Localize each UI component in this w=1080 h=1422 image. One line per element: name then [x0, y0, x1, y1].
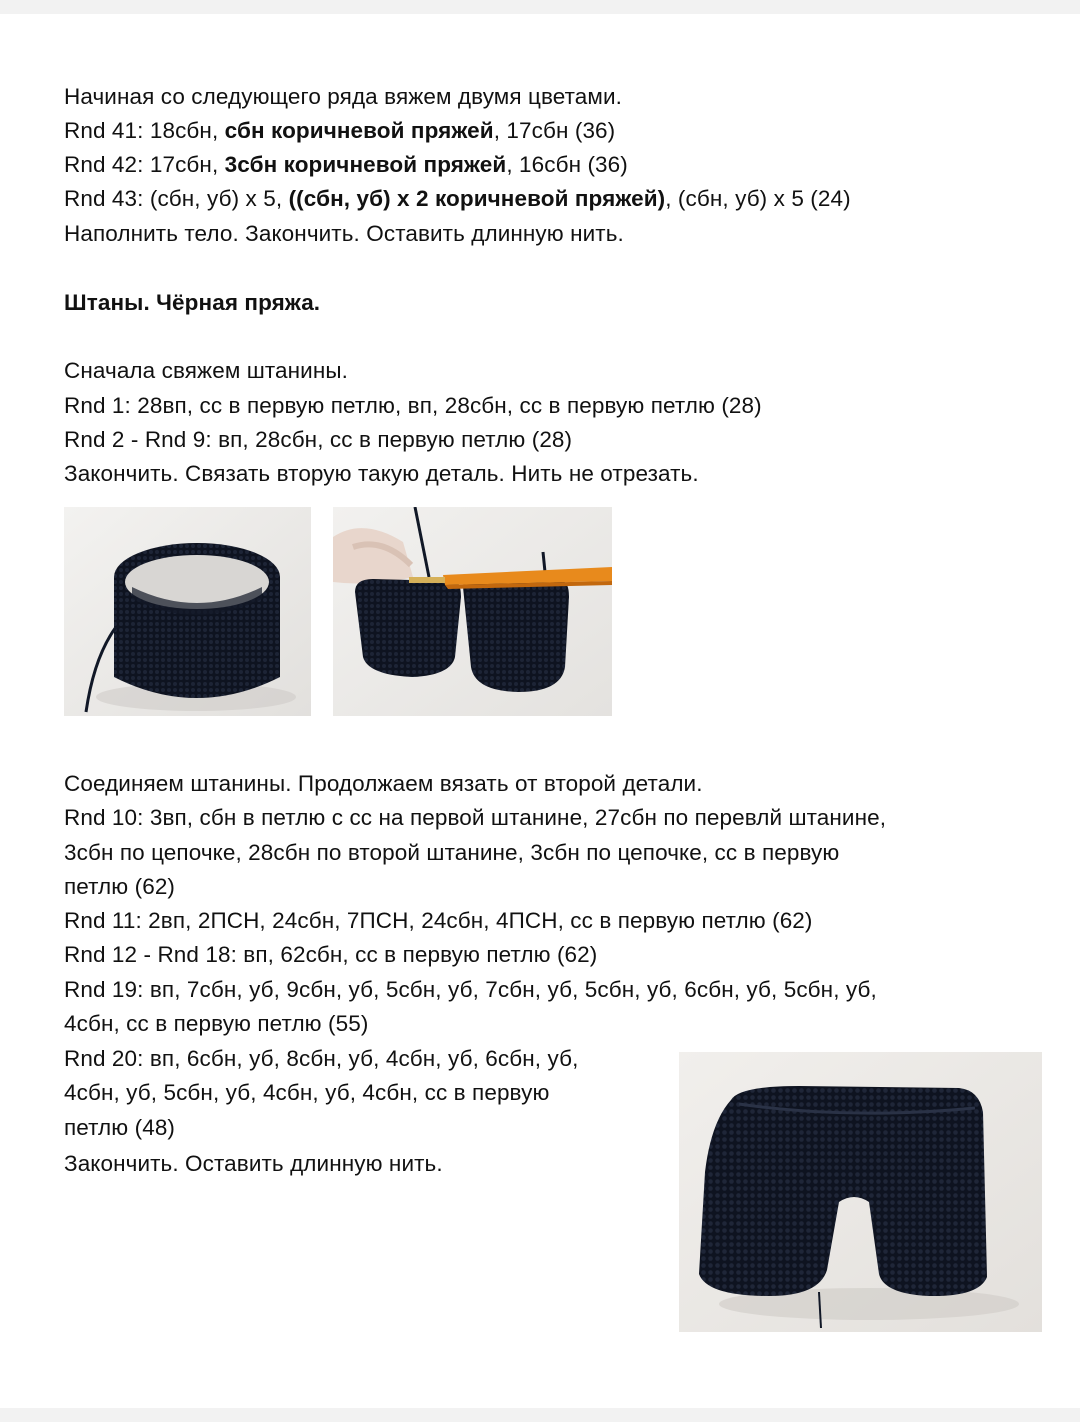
rnd11-line: Rnd 11: 2вп, 2ПСН, 24сбн, 7ПСН, 24сбн, 4ПСН, сс в первую петлю (62) [64, 908, 813, 933]
join-intro-line: Соединяем штанины. Продолжаем вязать от второй детали. [64, 771, 703, 796]
legs-intro-line: Сначала свяжем штанины. [64, 358, 349, 383]
rnd1-line: Rnd 1: 28вп, сс в первую петлю, вп, 28сбн, сс в первую петлю (28) [64, 393, 762, 418]
rnd20-line-1: Rnd 20: вп, 6сбн, уб, 8сбн, уб, 4сбн, уб, 6сбн, уб, [64, 1046, 579, 1071]
rnd10-line-1: Rnd 10: 3вп, сбн в петлю с сс на первой штанине, 27сбн по перевлй штанине, [64, 805, 887, 830]
rnd41-line: Rnd 41: 18сбн, сбн коричневой пряжей, 17сбн (36) [64, 118, 616, 143]
rnd20-line-3: петлю (48) [64, 1115, 176, 1140]
photo-leg-tube [64, 507, 311, 716]
rnd12-18-line: Rnd 12 - Rnd 18: вп, 62сбн, сс в первую петлю (62) [64, 942, 598, 967]
rnd19-line-2: 4сбн, сс в первую петлю (55) [64, 1011, 369, 1036]
pants-heading: Штаны. Чёрная пряжа. [64, 290, 321, 315]
photo-two-legs-hook [333, 507, 612, 716]
rnd2-9-line: Rnd 2 - Rnd 9: вп, 28сбн, сс в первую петлю (28) [64, 427, 573, 452]
body-finish-line: Наполнить тело. Закончить. Оставить длинную нить. [64, 221, 624, 246]
intro-line: Начиная со следующего ряда вяжем двумя цветами. [64, 84, 623, 109]
legs-finish-line: Закончить. Связать вторую такую деталь. Нить не отрезать. [64, 461, 699, 486]
rnd20-line-2: 4сбн, уб, 5сбн, уб, 4сбн, уб, 4сбн, сс в первую [64, 1080, 550, 1105]
rnd43-line: Rnd 43: (сбн, уб) x 5, ((сбн, уб) x 2 коричневой пряжей), (сбн, уб) x 5 (24) [64, 186, 851, 211]
rnd10-line-2: 3сбн по цепочке, 28сбн по второй штанине, 3сбн по цепочке, сс в первую [64, 840, 840, 865]
rnd42-line: Rnd 42: 17сбн, 3сбн коричневой пряжей, 16сбн (36) [64, 152, 628, 177]
rnd19-line-1: Rnd 19: вп, 7сбн, уб, 9сбн, уб, 5сбн, уб, 7сбн, уб, 5сбн, уб, 6сбн, уб, 5сбн, уб, [64, 977, 877, 1002]
rnd10-line-3: петлю (62) [64, 874, 176, 899]
photo-finished-pants [679, 1052, 1042, 1332]
pants-finish-line: Закончить. Оставить длинную нить. [64, 1151, 443, 1176]
